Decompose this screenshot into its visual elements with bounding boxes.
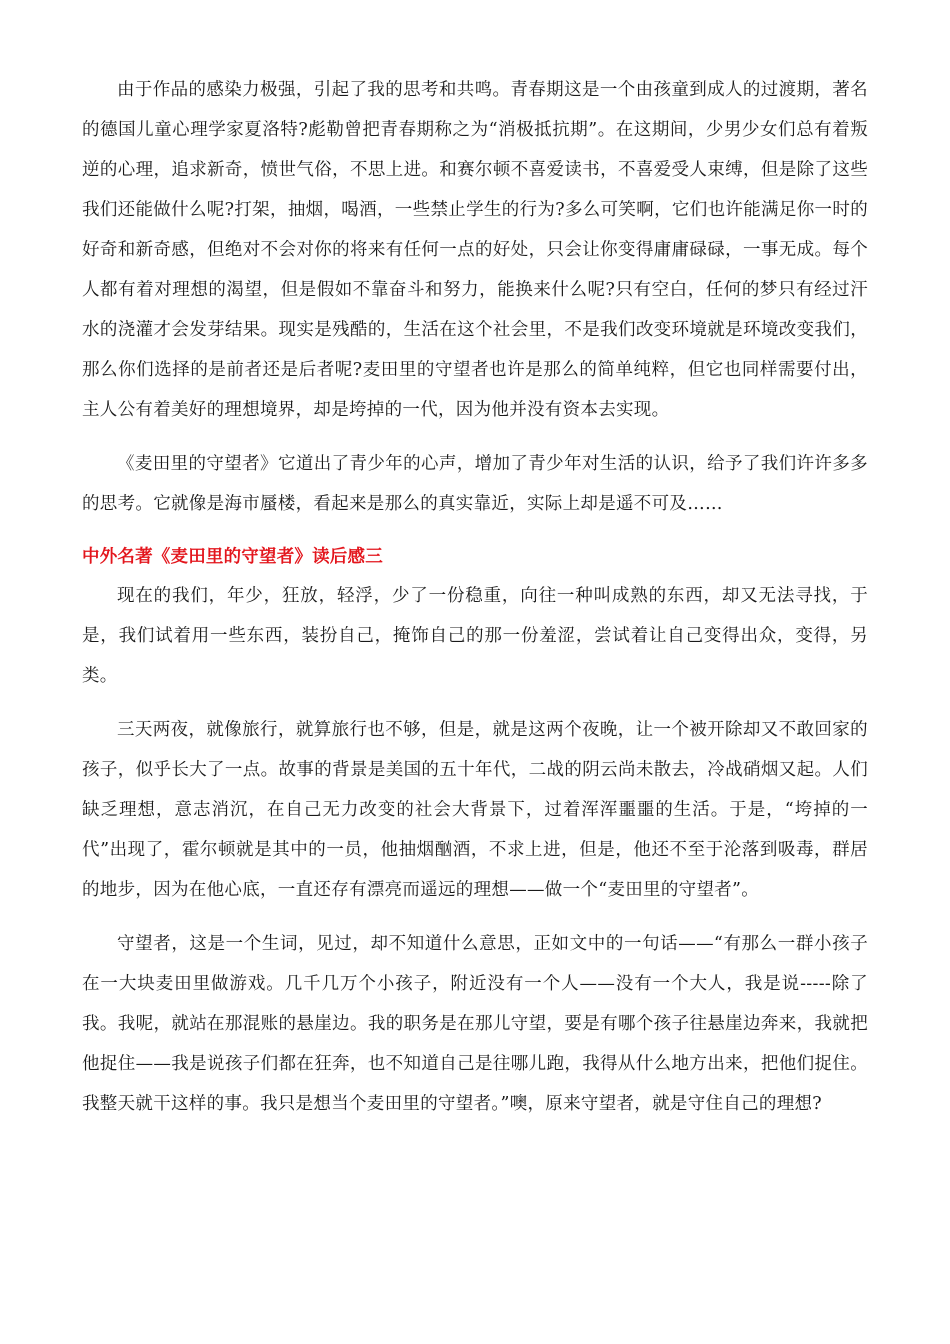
section-heading: 中外名著《麦田里的守望者》读后感三 xyxy=(82,547,383,567)
document-page xyxy=(82,70,868,1124)
paragraph-spacer xyxy=(82,524,868,538)
body-paragraph: 守望者，这是一个生词，见过，却不知道什么意思，正如文中的一句话——“有那么一群小孩子在一大块麦田里做游戏。几千几万个小孩子，附近没有一个人——没有一个大人，我是说-----除了我。我呢，就站在那混账的悬崖边。我的职务是在那儿守望，要是有哪个孩子往悬崖边奔来，我就把他捉住——我是说孩子们都在狂奔，也不知道自己是往哪儿跑，我得从什么地方出来，把他们捉住。我整天就干这样的事。我只是想当个麦田里的守望者。”噢，原来守望者，就是守住自己的理想? xyxy=(82,934,868,1114)
paragraph-spacer xyxy=(82,910,868,924)
paragraph-spacer xyxy=(82,696,868,710)
body-paragraph: 现在的我们，年少，狂放，轻浮，少了一份稳重，向往一种叫成熟的东西，却又无法寻找，于是，我们试着用一些东西，装扮自己，掩饰自己的那一份羞涩，尝试着让自己变得出众，变得，另类。 xyxy=(82,586,868,686)
body-paragraph: 《麦田里的守望者》它道出了青少年的心声，增加了青少年对生活的认识，给予了我们许许多多的思考。它就像是海市蜃楼，看起来是那么的真实靠近，实际上却是遥不可及…… xyxy=(82,454,868,514)
body-paragraph: 由于作品的感染力极强，引起了我的思考和共鸣。青春期这是一个由孩童到成人的过渡期，著名的德国儿童心理学家夏洛特?彪勒曾把青春期称之为“消极抵抗期”。在这期间，少男少女们总有着叛逆的心理，追求新奇，愤世气俗，不思上进。和赛尔顿不喜爱读书，不喜爱受人束缚，但是除了这些我们还能做什么呢?打架，抽烟，喝酒，一些禁止学生的行为?多么可笑啊，它们也许能满足你一时的好奇和新奇感，但绝对不会对你的将来有任何一点的好处，只会让你变得庸庸碌碌，一事无成。每个人都有着对理想的渴望，但是假如不靠奋斗和努力，能换来什么呢?只有空白，任何的梦只有经过汗水的浇灌才会发芽结果。现实是残酷的，生活在这个社会里，不是我们改变环境就是环境改变我们，那么你们选择的是前者还是后者呢?麦田里的守望者也许是那么的简单纯粹，但它也同样需要付出，主人公有着美好的理想境界，却是垮掉的一代，因为他并没有资本去实现。 xyxy=(82,80,868,420)
body-paragraph: 三天两夜，就像旅行，就算旅行也不够，但是，就是这两个夜晚，让一个被开除却又不敢回家的孩子，似乎长大了一点。故事的背景是美国的五十年代，二战的阴云尚未散去，冷战硝烟又起。人们缺乏理想，意志消沉，在自己无力改变的社会大背景下，过着浑浑噩噩的生活。于是，“垮掉的一代”出现了，霍尔顿就是其中的一员，他抽烟酗酒，不求上进，但是，他还不至于沦落到吸毒，群居的地步，因为在他心底，一直还存有漂亮而遥远的理想——做一个“麦田里的守望者”。 xyxy=(82,720,868,900)
paragraph-spacer xyxy=(82,430,868,444)
